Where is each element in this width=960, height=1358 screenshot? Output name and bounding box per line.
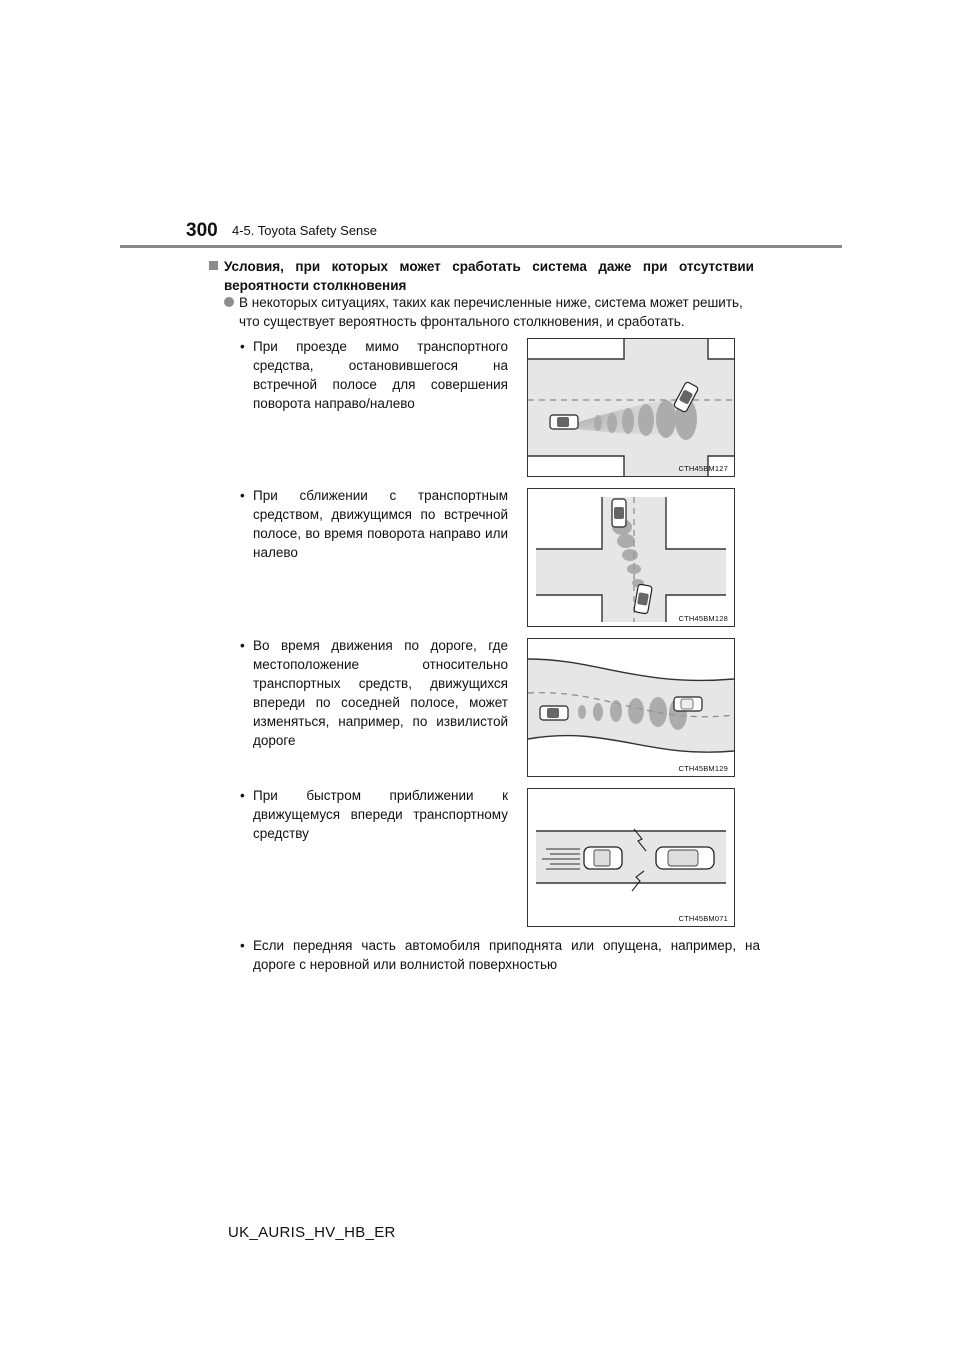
heading-line-2: вероятности столкновения — [224, 278, 407, 293]
list-item: • При быстром приближении к движущемуся впереди транспортному средству — [240, 788, 508, 841]
list-item-text: Во время движения по дороге, где местоположение относительно транспортных средств, движущихся впереди по соседней полосе, может изменяться, например, по извилистой дороге — [253, 638, 508, 748]
intersection-illustration — [528, 489, 734, 626]
curved-road-illustration — [528, 639, 734, 776]
header-divider — [120, 245, 842, 248]
list-item-text: При сближении с транспортным средством, движущимся по встречной полосе, во время поворота направо или налево — [253, 488, 508, 560]
list-item-text: Если передняя часть автомобиля приподнята или опущена, например, на дороге с неровной или волнистой поверхностью — [253, 938, 760, 972]
list-item-text: При проезде мимо транспортного средства, остановившегося на встречной полосе для совершения поворота направо/налево — [253, 339, 508, 411]
ego-car-icon — [540, 706, 568, 720]
list-item: • При проезде мимо транспортного средства, остановившегося на встречной полосе для совершения поворота направо/налево — [240, 339, 508, 411]
ego-car-icon — [550, 415, 578, 429]
circle-bullet-icon — [224, 297, 234, 307]
list-item: • При сближении с транспортным средством, движущимся по встречной полосе, во время поворота направо или налево — [240, 488, 508, 560]
page-number: 300 — [186, 220, 218, 241]
list-item: • Если передняя часть автомобиля приподнята или опущена, например, на дороге с неровной или волнистой поверхностью — [240, 938, 760, 972]
square-bullet-icon — [209, 261, 218, 270]
section-title: 4-5. Toyota Safety Sense — [232, 223, 378, 238]
figure-code: CTH45BM071 — [678, 914, 728, 923]
figure-passing-stopped-vehicle — [527, 338, 735, 477]
figure-code: CTH45BM128 — [678, 614, 728, 623]
rapid-approach-illustration — [528, 789, 734, 926]
figure-turning-oncoming-vehicle — [527, 488, 735, 627]
figure-rapid-approach — [527, 788, 735, 927]
preceding-car-icon — [674, 697, 702, 711]
list-item-text: При быстром приближении к движущемуся впереди транспортному средству — [253, 788, 508, 841]
subsection-heading — [209, 257, 754, 295]
heading-line-1: Условия, при которых может сработать система даже при отсутствии — [209, 257, 754, 276]
preceding-car-icon — [656, 847, 714, 869]
list-item: • Во время движения по дороге, где местоположение относительно транспортных средств, движущихся впереди по соседней полосе, может изменяться, например, по извилистой дороге — [240, 638, 508, 748]
ego-car-icon — [584, 847, 622, 869]
intersection-illustration — [528, 339, 734, 476]
intro-text: В некоторых ситуациях, таких как перечисленные ниже, система может решить, что существует вероятность фронтального столкновения, и сработать. — [239, 295, 743, 329]
figure-code: CTH45BM129 — [678, 764, 728, 773]
oncoming-car-icon — [612, 499, 626, 527]
model-code: UK_AURIS_HV_HB_ER — [228, 1224, 396, 1241]
intro-paragraph — [224, 293, 756, 331]
figure-code: CTH45BM127 — [678, 464, 728, 473]
figure-curved-road — [527, 638, 735, 777]
